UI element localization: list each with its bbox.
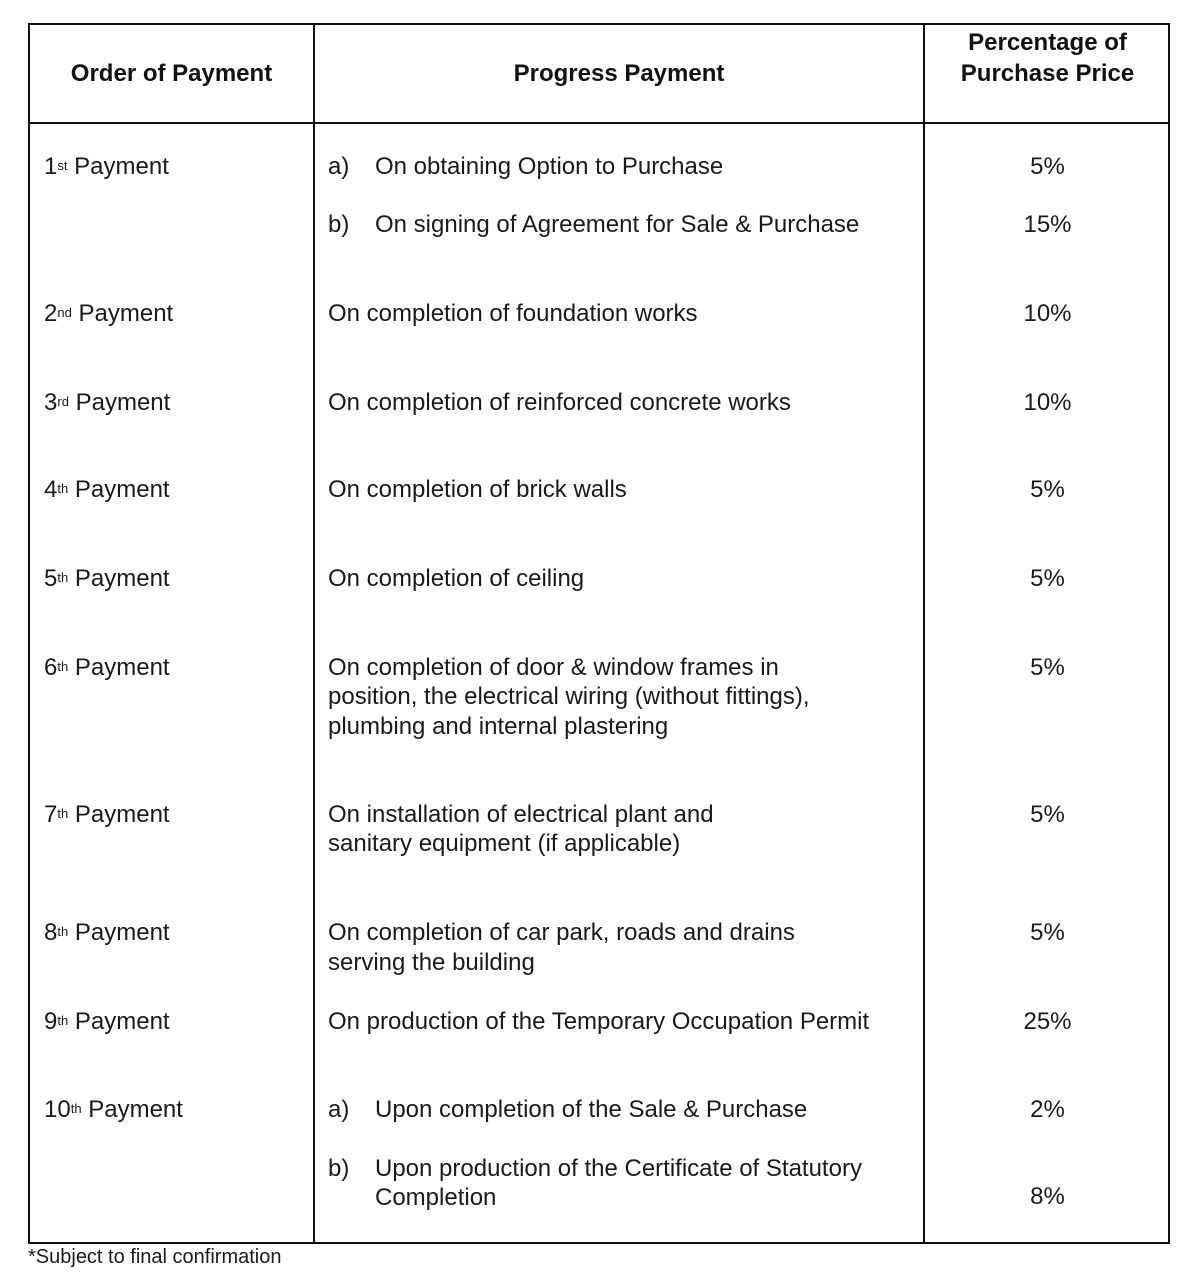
percentage-cell: 2% [1030,1096,1065,1123]
percentage-cell: 15% [1023,211,1072,238]
order-cell: 1st Payment [44,153,169,180]
progress-cell-line: position, the electrical wiring (without fittings), [328,683,810,710]
progress-item-line: Completion [375,1184,497,1211]
percentage-cell: 5% [1030,565,1065,592]
percentage-cell: 10% [1023,389,1072,416]
percentage-cell: 5% [1030,919,1065,946]
progress-cell: On production of the Temporary Occupation Permit [328,1008,870,1035]
header-progress-payment: Progress Payment [513,60,725,87]
progress-cell: On completion of ceiling [328,565,585,592]
progress-item: b) Upon production of the Certificate of Statutory [328,1155,862,1182]
progress-item: b) On signing of Agreement for Sale & Purchase [328,211,860,238]
percentage-cell: 5% [1030,153,1065,180]
progress-cell: On completion of reinforced concrete works [328,389,791,416]
order-cell: 10th Payment [44,1096,183,1123]
progress-item: a) Upon completion of the Sale & Purchase [328,1096,808,1123]
header-order-of-payment: Order of Payment [70,60,273,87]
header-percentage: Percentage of Purchase Price [960,29,1135,87]
progress-cell-line: On installation of electrical plant and [328,801,714,828]
percentage-cell: 5% [1030,654,1065,681]
footnote: *Subject to final confirmation [28,1246,282,1268]
order-cell: 6th Payment [44,654,170,681]
order-cell: 2nd Payment [44,300,174,327]
percentage-cell: 8% [1030,1183,1065,1210]
order-cell: 4th Payment [44,476,170,503]
column-divider [313,23,315,1244]
progress-cell-line: sanitary equipment (if applicable) [328,830,681,857]
order-cell: 9th Payment [44,1008,170,1035]
progress-cell: On completion of foundation works [328,300,698,327]
progress-cell-line: On completion of door & window frames in [328,654,779,681]
order-cell: 8th Payment [44,919,170,946]
order-cell: 5th Payment [44,565,170,592]
progress-cell-line: serving the building [328,949,535,976]
percentage-cell: 10% [1023,300,1072,327]
order-cell: 3rd Payment [44,389,171,416]
column-divider [923,23,925,1244]
progress-item: a) On obtaining Option to Purchase [328,153,724,180]
progress-cell: On completion of brick walls [328,476,627,503]
percentage-cell: 5% [1030,476,1065,503]
progress-cell-line: On completion of car park, roads and drains [328,919,795,946]
header-divider [28,122,1170,124]
payment-schedule-table [28,23,1170,1244]
percentage-cell: 5% [1030,801,1065,828]
progress-cell-line: plumbing and internal plastering [328,713,669,740]
order-cell: 7th Payment [44,801,170,828]
percentage-cell: 25% [1023,1008,1072,1035]
